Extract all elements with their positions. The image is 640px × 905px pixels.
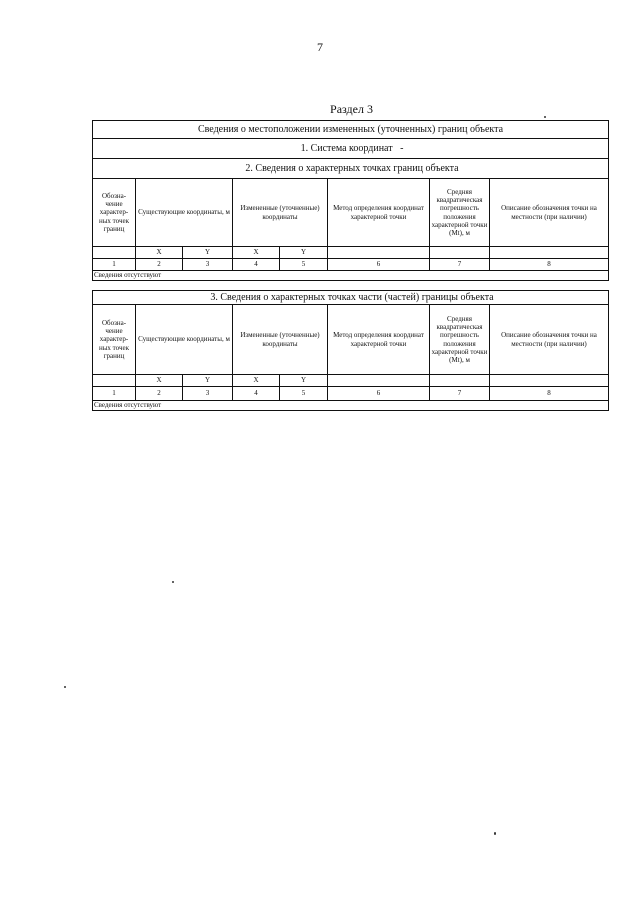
subheader-empty [430,375,490,387]
no-data-note: Сведения отсутствуют [93,401,609,411]
column-number: 1 [93,259,136,271]
header-method: Метод определения координат характерной точки [328,305,430,375]
column-number: 1 [93,387,136,401]
header-changed-coords: Измененные (уточненные) координаты [233,179,328,247]
column-number: 5 [280,387,328,401]
header-changed-coords: Измененные (уточненные) координаты [233,305,328,375]
subheader-x-changed: X [233,247,280,259]
subheader-empty [430,247,490,259]
subheader-empty [490,375,609,387]
coord-system-value: - [400,142,404,154]
column-number: 4 [233,259,280,271]
subheader-x-changed: X [233,375,280,387]
boundary-table [92,120,609,281]
subheader-x-existing: X [136,375,183,387]
header-designation: Обозна-чение характер-ных точек границ [93,305,136,375]
column-number: 3 [183,259,233,271]
column-number: 7 [430,387,490,401]
subheader-empty [328,375,430,387]
column-number: 2 [136,387,183,401]
column-number: 8 [490,259,609,271]
header-error: Средняя квадратическая погрешность положения характерной точки (Mt), м [430,179,490,247]
subheader-y-changed: Y [280,247,328,259]
column-number: 8 [490,387,609,401]
header-method: Метод определения координат характерной точки [328,179,430,247]
subheader-empty [93,375,136,387]
column-number: 6 [328,387,430,401]
subheader-y-changed: Y [280,375,328,387]
subheader-empty [328,247,430,259]
header-existing-coords: Существующие координаты, м [136,305,233,375]
part-boundary-table [92,290,609,411]
column-number: 7 [430,259,490,271]
scan-speck [172,581,174,583]
section-title: Раздел 3 [330,102,373,116]
header-description: Описание обозначения точки на местности (при наличии) [490,179,609,247]
block-heading: 3. Сведения о характерных точках части (частей) границы объекта [93,291,609,305]
scan-speck [64,686,66,688]
column-number: 4 [233,387,280,401]
header-error: Средняя квадратическая погрешность положения характерной точки (Mt), м [430,305,490,375]
subheader-empty [490,247,609,259]
subheader-x-existing: X [136,247,183,259]
block-heading: 2. Сведения о характерных точках границ объекта [93,159,609,179]
coord-system-row [93,139,609,159]
column-number: 3 [183,387,233,401]
subheader-empty [93,247,136,259]
coord-system-label: 1. Система координат [300,142,393,154]
no-data-note: Сведения отсутствуют [93,271,609,281]
scan-speck [494,832,496,835]
subheader-y-existing: Y [183,375,233,387]
column-number: 5 [280,259,328,271]
scan-speck [544,116,546,118]
header-designation: Обозна-чение характер-ных точек границ [93,179,136,247]
subheader-y-existing: Y [183,247,233,259]
table-title: Сведения о местоположении измененных (уточненных) границ объекта [93,121,609,139]
header-description: Описание обозначения точки на местности (при наличии) [490,305,609,375]
column-number: 6 [328,259,430,271]
column-number: 2 [136,259,183,271]
page-number: 7 [317,40,323,54]
header-existing-coords: Существующие координаты, м [136,179,233,247]
